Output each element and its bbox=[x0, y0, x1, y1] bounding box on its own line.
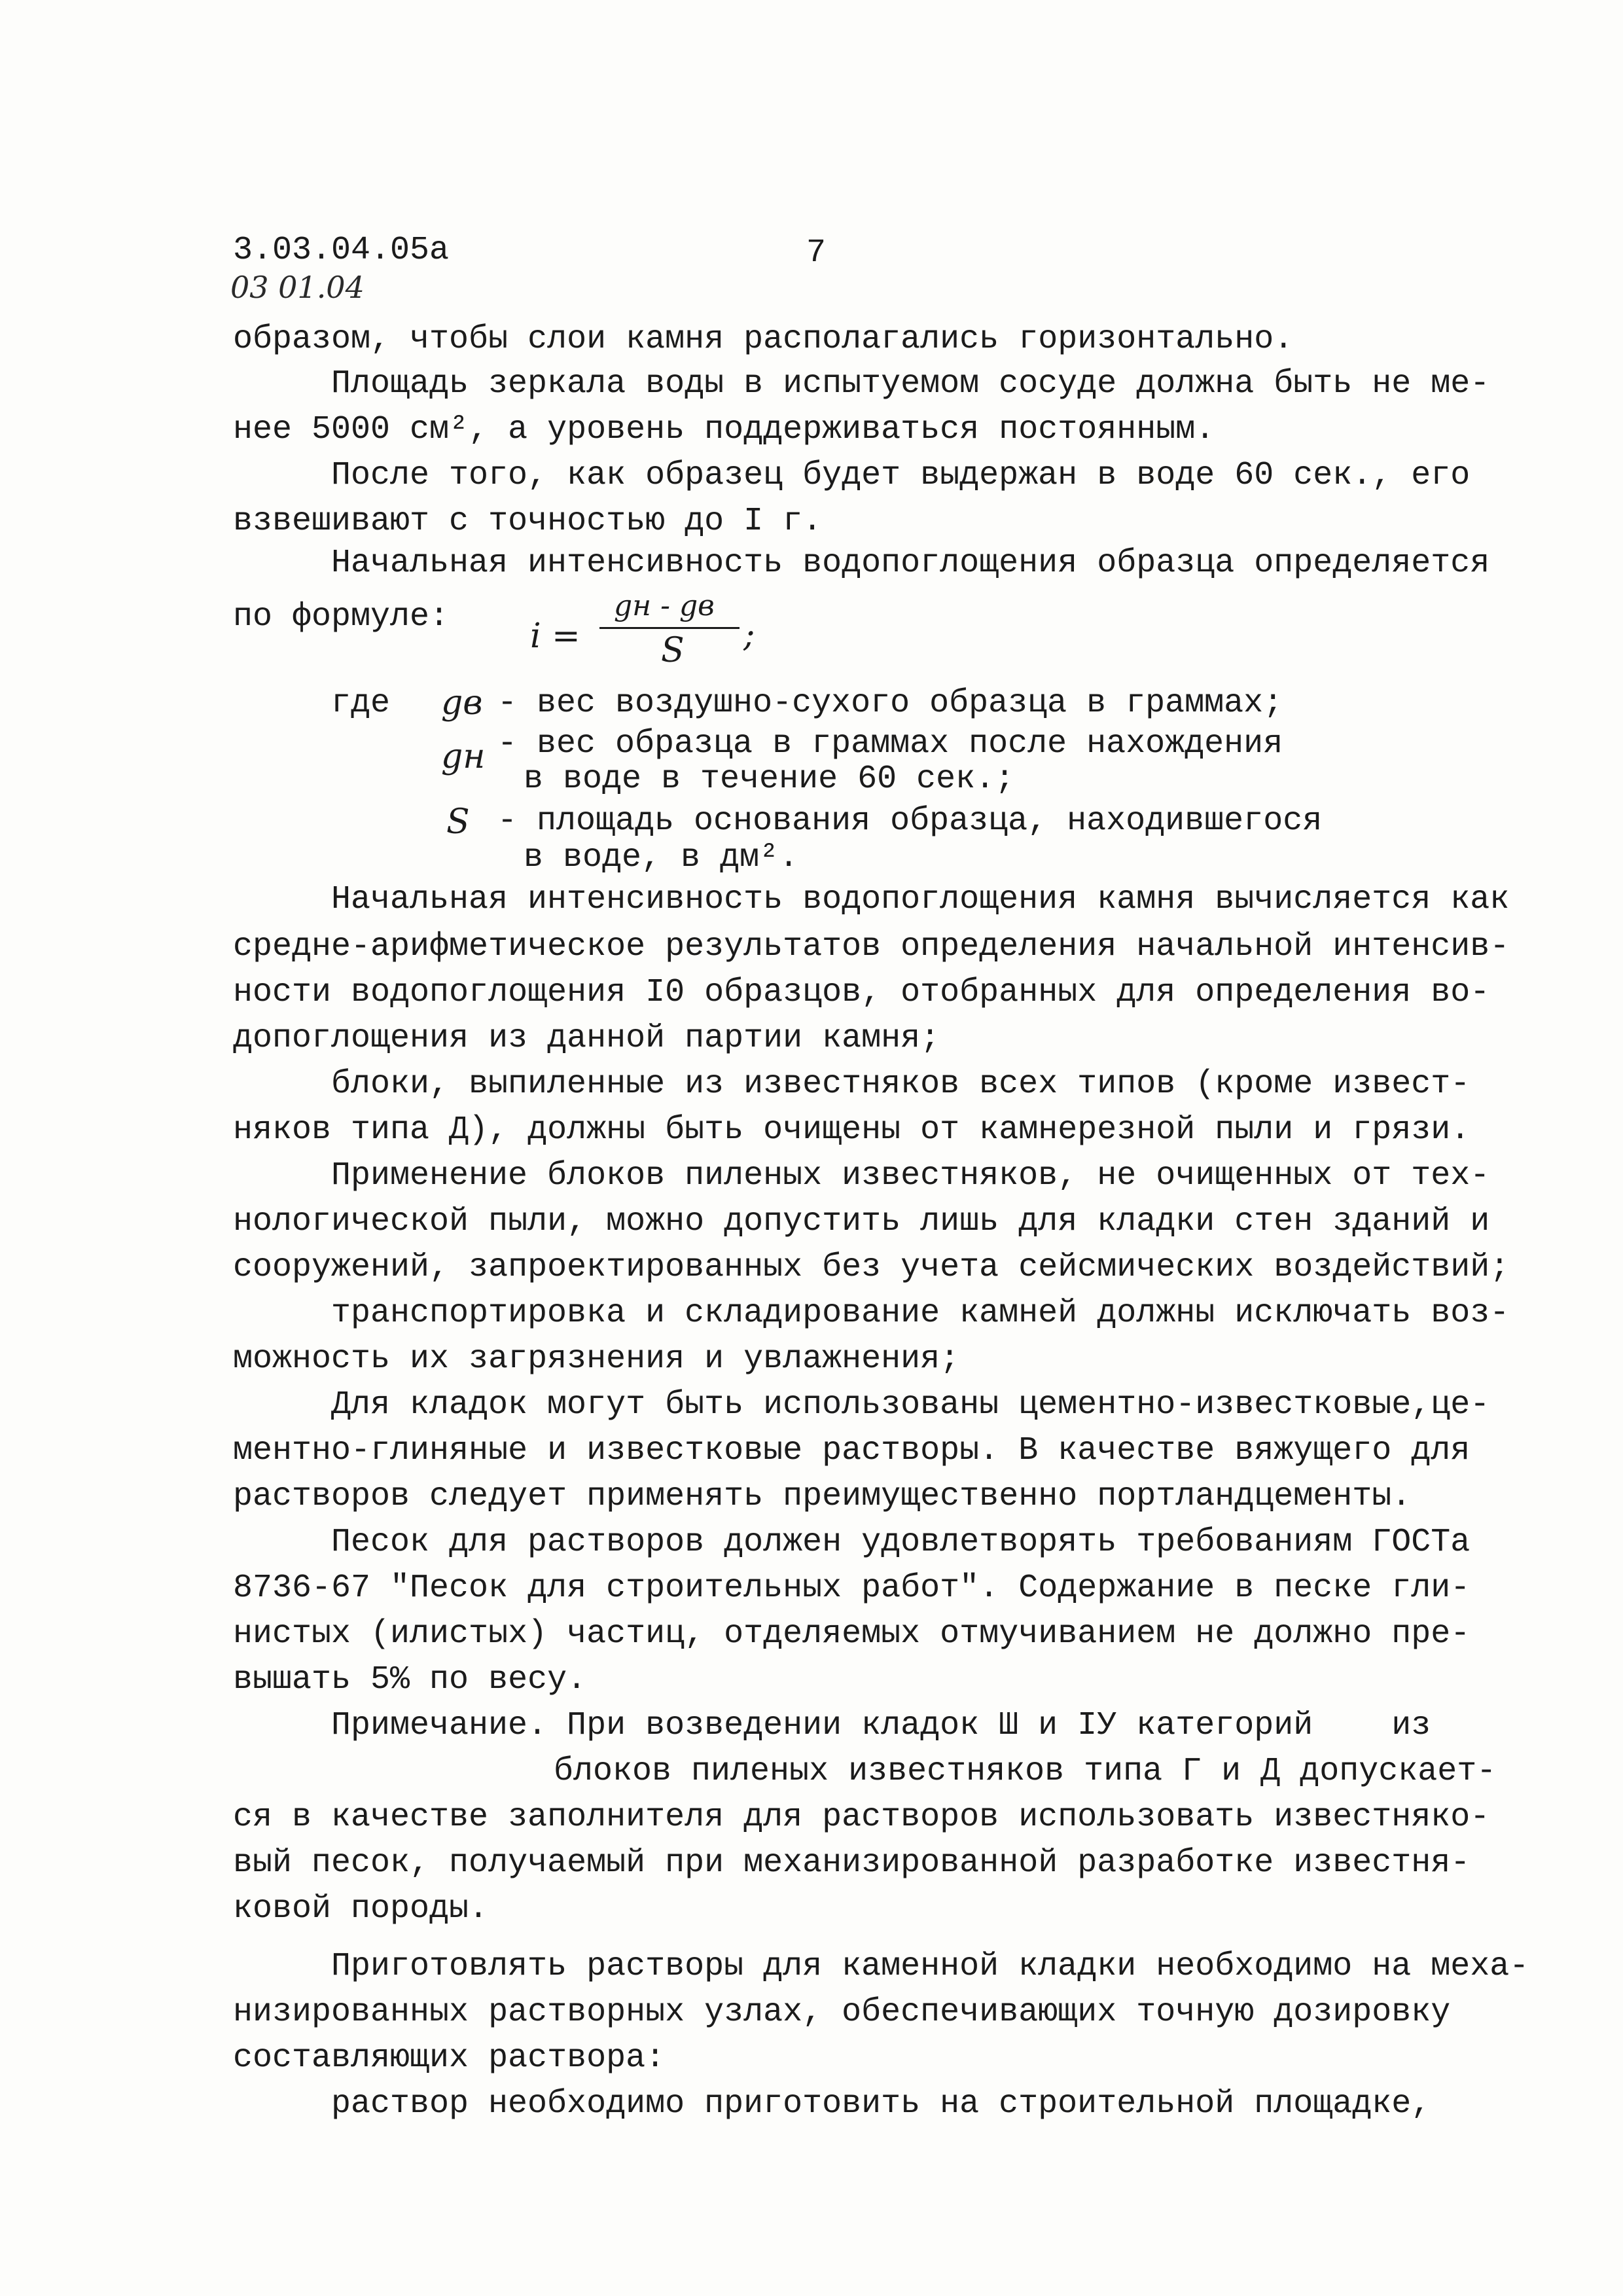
definition-text: - вес воздушно-сухого образца в граммах; bbox=[497, 685, 1283, 722]
definition-text: - площадь основания образца, находившегося bbox=[497, 802, 1323, 840]
note-line: вый песок, получаемый при механизированной разработке известня- bbox=[233, 1844, 1471, 1882]
paragraph-line: Приготовлять растворы для каменной кладки необходимо на меха- bbox=[331, 1948, 1529, 1985]
note-line: Примечание. При возведении кладок Ш и IУ категорий из bbox=[331, 1707, 1431, 1744]
formula-lhs: i = bbox=[530, 617, 580, 656]
definition-text: в воде в течение 60 сек.; bbox=[524, 761, 1015, 798]
paragraph-line: нистых (илистых) частиц, отделяемых отмучиванием не должно пре- bbox=[233, 1615, 1471, 1653]
paragraph-line: образом, чтобы слои камня располагались горизонтально. bbox=[233, 321, 1294, 358]
paragraph-line: низированных растворных узлах, обеспечивающих точную дозировку bbox=[233, 1994, 1451, 2031]
paragraph-line: транспортировка и складирование камней должны исключать воз- bbox=[331, 1295, 1510, 1332]
paragraph-line: Для кладок могут быть использованы цементно-известковые,це- bbox=[331, 1386, 1490, 1424]
paragraph-line: няков типа Д), должны быть очищены от камнерезной пыли и грязи. bbox=[233, 1111, 1471, 1149]
formula bbox=[530, 589, 766, 674]
note-line: ковой породы. bbox=[233, 1890, 489, 1928]
note-line: ся в качестве заполнителя для растворов использовать известняко- bbox=[233, 1799, 1490, 1836]
paragraph-line: 8736-67 "Песок для строительных работ". Содержание в песке гли- bbox=[233, 1570, 1471, 1607]
paragraph-line: ности водопоглощения I0 образцов, отобранных для определения во- bbox=[233, 974, 1490, 1011]
formula-denominator: S bbox=[661, 631, 685, 670]
paragraph-line: Начальная интенсивность водопоглощения камня вычисляется как bbox=[331, 881, 1510, 918]
document-code: 3.03.04.05а bbox=[233, 232, 450, 269]
paragraph-line: блоки, выпиленные из известняков всех типов (кроме извест- bbox=[331, 1066, 1471, 1103]
paragraph-line: После того, как образец будет выдержан в воде 60 сек., его bbox=[331, 457, 1471, 494]
definition-text: в воде, в дм². bbox=[524, 839, 799, 876]
paragraph-line: нологической пыли, можно допустить лишь для кладки стен зданий и bbox=[233, 1203, 1490, 1240]
page-number: 7 bbox=[806, 234, 827, 272]
paragraph-line: Применение блоков пиленых известняков, не очищенных от тех- bbox=[331, 1157, 1490, 1194]
paragraph-line: можность их загрязнения и увлажнения; bbox=[233, 1340, 960, 1378]
paragraph-line: сооружений, запроектированных без учета сейсмических воздействий; bbox=[233, 1249, 1510, 1286]
definition-symbol: gн bbox=[441, 737, 486, 776]
paragraph-line: средне-арифметическое результатов определения начальной интенсив- bbox=[233, 928, 1510, 965]
paragraph-line: раствор необходимо приготовить на строительной площадке, bbox=[331, 2085, 1431, 2123]
definition-symbol: gв bbox=[441, 683, 483, 723]
paragraph-line: допоглощения из данной партии камня; bbox=[233, 1020, 940, 1057]
paragraph-line: взвешивают с точностью до I г. bbox=[233, 503, 823, 540]
where-label: где bbox=[331, 685, 391, 722]
handwritten-note: 03 01.04 bbox=[230, 270, 365, 305]
paragraph-line: Площадь зеркала воды в испытуемом сосуде должна быть не ме- bbox=[331, 365, 1490, 403]
note-line: блоков пиленых известняков типа Г и Д допускает- bbox=[554, 1753, 1497, 1790]
formula-numerator: gн - gв bbox=[614, 589, 715, 622]
fraction-line bbox=[599, 627, 740, 629]
formula-trail: ; bbox=[743, 615, 755, 655]
paragraph-line: растворов следует применять преимущественно портландцементы. bbox=[233, 1478, 1412, 1515]
definition-symbol: S bbox=[446, 802, 470, 842]
paragraph-line: по формуле: bbox=[233, 598, 450, 636]
paragraph-line: Песок для растворов должен удовлетворять требованиям ГОСТа bbox=[331, 1524, 1471, 1561]
paragraph-line: нее 5000 см², а уровень поддерживаться постоянным. bbox=[233, 411, 1215, 448]
paragraph-line: ментно-глиняные и известковые растворы. В качестве вяжущего для bbox=[233, 1432, 1471, 1469]
definition-text: - вес образца в граммах после нахождения bbox=[497, 725, 1283, 762]
paragraph-line: вышать 5% по весу. bbox=[233, 1661, 587, 1698]
paragraph-line: Начальная интенсивность водопоглощения образца определяется bbox=[331, 545, 1490, 582]
paragraph-line: составляющих раствора: bbox=[233, 2039, 666, 2077]
